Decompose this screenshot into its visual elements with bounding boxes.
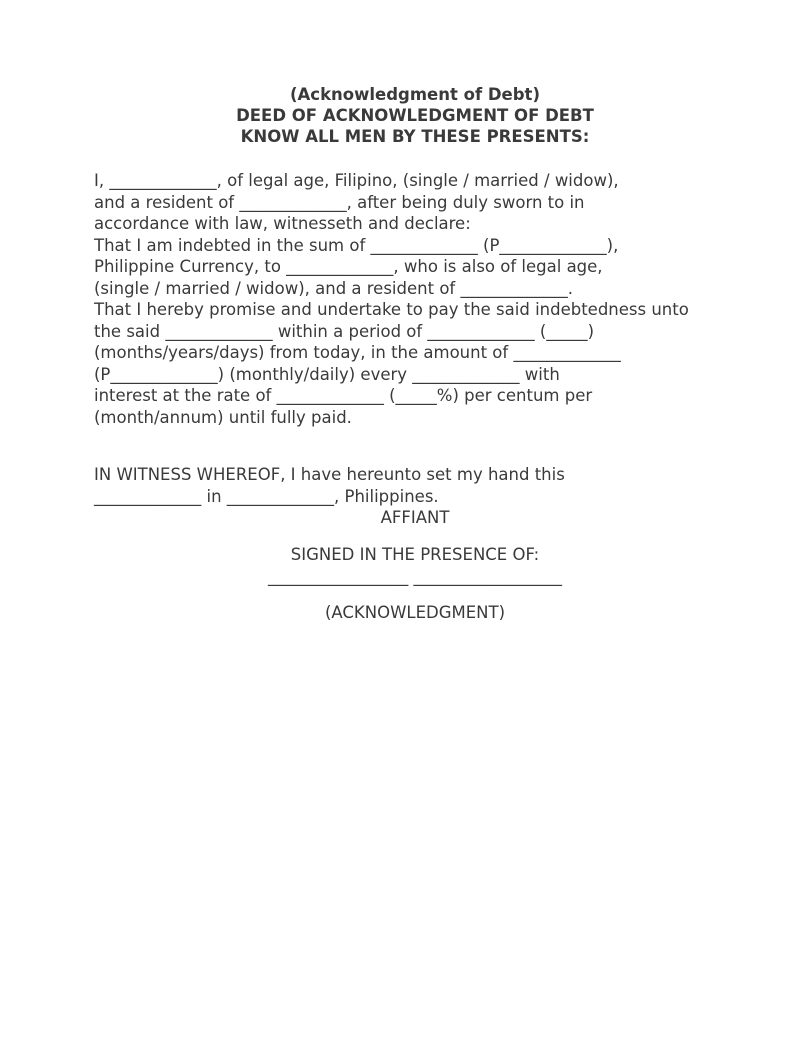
body-line: That I hereby promise and undertake to pay the said indebtedness unto — [94, 300, 689, 319]
witness-line: _____________ in _____________, Philippines. — [94, 486, 439, 506]
body-line: I, _____________, of legal age, Filipino, (single / married / widow), — [94, 171, 619, 190]
witness-line: IN WITNESS WHEREOF, I have hereunto set my hand this — [94, 465, 565, 484]
body-line: (single / married / widow), and a resident of _____________. — [94, 278, 573, 298]
body-line: accordance with law, witnesseth and declare: — [94, 214, 471, 233]
body-line: Philippine Currency, to _____________, who is also of legal age, — [94, 257, 603, 276]
body-line: the said _____________ within a period of _____________ (_____) — [94, 321, 595, 341]
body-line: (month/annum) until fully paid. — [94, 407, 352, 427]
body-line: (months/years/days) from today, in the amount of _____________ — [94, 343, 621, 362]
document-title: DEED OF ACKNOWLEDGMENT OF DEBT — [236, 106, 594, 125]
affiant-label: AFFIANT — [380, 508, 450, 527]
body-line: interest at the rate of _____________ (_____%) per centum per — [94, 386, 593, 405]
body-line: (P_____________) (monthly/daily) every _____________ with — [94, 364, 560, 384]
document-subtitle: (Acknowledgment of Debt) — [289, 85, 540, 104]
signed-presence-label: SIGNED IN THE PRESENCE OF: — [290, 545, 540, 564]
document-heading: KNOW ALL MEN BY THESE PRESENTS: — [240, 127, 590, 146]
body-line: and a resident of _____________, after being duly sworn to in — [94, 192, 585, 212]
body-line: That I am indebted in the sum of _____________ (P_____________), — [94, 235, 619, 255]
witness-signature-lines: _________________ __________________ — [268, 567, 562, 586]
acknowledgment-label: (ACKNOWLEDGMENT) — [324, 603, 506, 622]
